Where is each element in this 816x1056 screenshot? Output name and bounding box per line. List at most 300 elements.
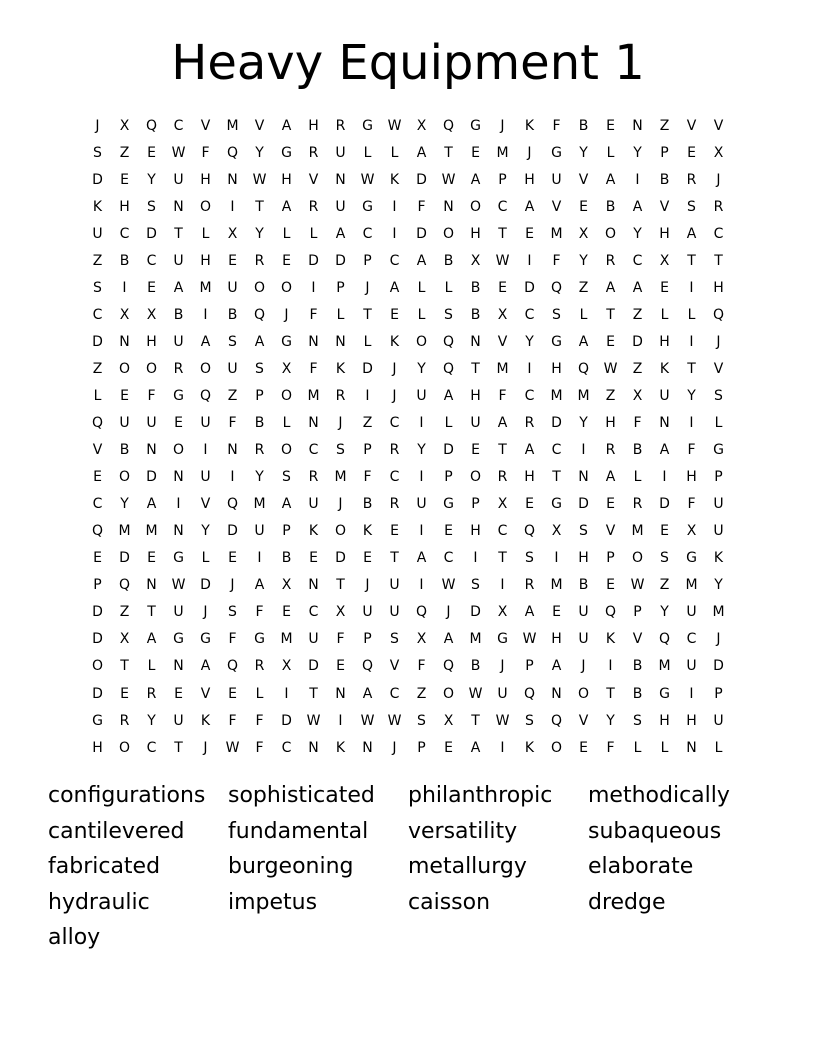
grid-letter: L bbox=[444, 279, 453, 296]
grid-letter: S bbox=[471, 577, 480, 594]
grid-letter: A bbox=[632, 198, 643, 215]
grid-letter: M bbox=[307, 387, 320, 404]
grid-letter: K bbox=[659, 360, 670, 377]
grid-letter: T bbox=[687, 360, 696, 377]
grid-letter: V bbox=[713, 360, 724, 377]
grid-letter: V bbox=[686, 117, 697, 134]
grid-letter: A bbox=[524, 198, 535, 215]
grid-letter: I bbox=[230, 198, 235, 215]
grid-letter: G bbox=[92, 712, 103, 729]
grid-letter: X bbox=[578, 225, 589, 242]
grid-letter: O bbox=[442, 225, 455, 242]
grid-letter: I bbox=[365, 387, 370, 404]
grid-letter: U bbox=[173, 712, 184, 729]
grid-row bbox=[84, 166, 732, 193]
grid-letter: O bbox=[334, 523, 347, 540]
grid-letter: E bbox=[120, 387, 129, 404]
grid-letter: D bbox=[308, 252, 319, 269]
grid-letter: T bbox=[498, 550, 507, 567]
grid-letter: F bbox=[552, 252, 561, 269]
grid-letter: J bbox=[500, 658, 505, 675]
grid-letter: M bbox=[685, 577, 698, 594]
grid-letter: O bbox=[118, 469, 131, 486]
grid-letter: I bbox=[230, 469, 235, 486]
grid-letter: W bbox=[171, 577, 186, 594]
grid-letter: F bbox=[336, 631, 345, 648]
grid-letter: H bbox=[551, 360, 562, 377]
grid-letter: L bbox=[579, 306, 588, 323]
grid-letter: A bbox=[254, 333, 265, 350]
grid-row bbox=[84, 193, 732, 220]
grid-letter: S bbox=[660, 550, 669, 567]
grid-letter: G bbox=[497, 631, 508, 648]
grid-row bbox=[84, 355, 732, 382]
grid-letter: L bbox=[417, 279, 426, 296]
grid-letter: E bbox=[120, 685, 129, 702]
grid-letter: E bbox=[660, 279, 669, 296]
grid-letter: F bbox=[255, 604, 264, 621]
grid-letter: F bbox=[687, 496, 696, 513]
grid-letter: E bbox=[336, 658, 345, 675]
grid-letter: B bbox=[470, 658, 481, 675]
grid-letter: S bbox=[633, 712, 642, 729]
grid-letter: L bbox=[687, 306, 696, 323]
grid-letter: S bbox=[228, 604, 237, 621]
grid-letter: D bbox=[578, 496, 589, 513]
grid-letter: X bbox=[281, 360, 292, 377]
grid-letter: E bbox=[498, 279, 507, 296]
grid-row bbox=[84, 220, 732, 247]
grid-letter: O bbox=[280, 442, 293, 459]
grid-letter: U bbox=[227, 279, 238, 296]
grid-letter: F bbox=[228, 712, 237, 729]
word-list-item: fundamental bbox=[228, 818, 369, 844]
grid-letter: N bbox=[443, 198, 454, 215]
grid-letter: K bbox=[524, 739, 535, 756]
grid-letter: C bbox=[443, 550, 454, 567]
grid-letter: C bbox=[524, 306, 535, 323]
word-list-item: fabricated bbox=[48, 854, 161, 879]
grid-letter: Q bbox=[91, 415, 104, 432]
grid-letter: N bbox=[173, 658, 184, 675]
grid-letter: Z bbox=[92, 360, 103, 377]
grid-letter: E bbox=[147, 144, 156, 161]
grid-letter: B bbox=[605, 198, 616, 215]
grid-letter: W bbox=[225, 739, 240, 756]
grid-letter: E bbox=[390, 523, 399, 540]
grid-letter: A bbox=[470, 171, 481, 188]
grid-letter: V bbox=[200, 685, 211, 702]
grid-letter: U bbox=[200, 415, 211, 432]
grid-letter: Y bbox=[120, 496, 129, 513]
grid-letter: A bbox=[200, 658, 211, 675]
grid-letter: B bbox=[632, 442, 643, 459]
grid-letter: I bbox=[689, 279, 694, 296]
grid-letter: Q bbox=[199, 387, 212, 404]
grid-letter: J bbox=[500, 117, 505, 134]
grid-letter: W bbox=[171, 144, 186, 161]
word-search-grid bbox=[84, 112, 732, 761]
grid-letter: L bbox=[363, 333, 372, 350]
grid-letter: R bbox=[254, 252, 265, 269]
grid-letter: P bbox=[363, 252, 372, 269]
grid-letter: H bbox=[524, 469, 535, 486]
grid-letter: N bbox=[362, 739, 373, 756]
grid-letter: O bbox=[145, 360, 158, 377]
word-list-item: burgeoning bbox=[228, 854, 354, 879]
grid-letter: U bbox=[470, 415, 481, 432]
grid-letter: Z bbox=[119, 144, 130, 161]
grid-letter: Q bbox=[577, 360, 590, 377]
grid-letter: Z bbox=[632, 360, 643, 377]
grid-letter: T bbox=[309, 685, 318, 702]
grid-letter: A bbox=[551, 658, 562, 675]
grid-letter: X bbox=[632, 387, 643, 404]
grid-letter: D bbox=[416, 225, 427, 242]
grid-letter: E bbox=[552, 604, 561, 621]
grid-letter: A bbox=[686, 225, 697, 242]
grid-letter: Q bbox=[712, 306, 725, 323]
grid-letter: X bbox=[281, 577, 292, 594]
grid-letter: A bbox=[281, 117, 292, 134]
grid-letter: G bbox=[281, 144, 292, 161]
grid-letter: J bbox=[446, 604, 451, 621]
grid-letter: I bbox=[635, 171, 640, 188]
grid-letter: N bbox=[335, 685, 346, 702]
grid-letter: N bbox=[335, 333, 346, 350]
grid-letter: M bbox=[577, 387, 590, 404]
grid-letter: J bbox=[527, 144, 532, 161]
grid-letter: I bbox=[338, 712, 343, 729]
grid-letter: W bbox=[360, 171, 375, 188]
grid-letter: X bbox=[551, 523, 562, 540]
grid-letter: R bbox=[173, 360, 184, 377]
grid-letter: H bbox=[281, 171, 292, 188]
grid-letter: F bbox=[309, 306, 318, 323]
grid-letter: M bbox=[550, 225, 563, 242]
grid-letter: Z bbox=[578, 279, 589, 296]
grid-letter: T bbox=[606, 685, 615, 702]
grid-letter: S bbox=[525, 550, 534, 567]
grid-letter: I bbox=[689, 685, 694, 702]
grid-letter: W bbox=[387, 117, 402, 134]
grid-letter: P bbox=[633, 604, 642, 621]
grid-letter: G bbox=[686, 550, 697, 567]
grid-letter: U bbox=[335, 144, 346, 161]
grid-row bbox=[84, 247, 732, 274]
grid-row bbox=[84, 464, 732, 491]
grid-letter: L bbox=[147, 658, 156, 675]
grid-letter: S bbox=[228, 333, 237, 350]
grid-letter: D bbox=[713, 658, 724, 675]
grid-letter: P bbox=[714, 685, 723, 702]
grid-letter: R bbox=[686, 171, 697, 188]
grid-letter: A bbox=[605, 279, 616, 296]
grid-letter: X bbox=[146, 306, 157, 323]
grid-letter: L bbox=[93, 387, 102, 404]
grid-row bbox=[84, 680, 732, 707]
grid-letter: E bbox=[309, 550, 318, 567]
grid-letter: G bbox=[470, 117, 481, 134]
grid-letter: P bbox=[444, 469, 453, 486]
grid-letter: I bbox=[581, 442, 586, 459]
grid-letter: I bbox=[689, 415, 694, 432]
grid-letter: V bbox=[551, 198, 562, 215]
grid-letter: G bbox=[713, 442, 724, 459]
grid-letter: M bbox=[550, 577, 563, 594]
grid-letter: O bbox=[172, 442, 185, 459]
grid-letter: C bbox=[92, 306, 103, 323]
grid-letter: E bbox=[363, 550, 372, 567]
grid-letter: H bbox=[524, 171, 535, 188]
grid-letter: Y bbox=[147, 171, 156, 188]
grid-letter: H bbox=[578, 550, 589, 567]
grid-letter: L bbox=[309, 225, 318, 242]
word-list-item: configurations bbox=[48, 783, 206, 808]
grid-letter: J bbox=[284, 306, 289, 323]
grid-letter: T bbox=[174, 739, 183, 756]
grid-letter: U bbox=[389, 577, 400, 594]
grid-letter: L bbox=[201, 225, 210, 242]
grid-letter: S bbox=[552, 306, 561, 323]
grid-letter: A bbox=[632, 279, 643, 296]
grid-letter: N bbox=[659, 415, 670, 432]
grid-row bbox=[84, 626, 732, 653]
grid-letter: G bbox=[362, 198, 373, 215]
grid-letter: O bbox=[469, 469, 482, 486]
grid-letter: P bbox=[363, 631, 372, 648]
grid-letter: A bbox=[281, 496, 292, 513]
grid-letter: I bbox=[419, 577, 424, 594]
grid-letter: U bbox=[146, 415, 157, 432]
grid-letter: D bbox=[659, 496, 670, 513]
grid-letter: B bbox=[119, 442, 130, 459]
grid-letter: H bbox=[200, 252, 211, 269]
grid-letter: V bbox=[605, 523, 616, 540]
grid-letter: N bbox=[146, 442, 157, 459]
grid-letter: H bbox=[713, 279, 724, 296]
grid-letter: O bbox=[469, 198, 482, 215]
grid-letter: L bbox=[660, 306, 669, 323]
grid-letter: X bbox=[119, 631, 130, 648]
grid-letter: G bbox=[173, 550, 184, 567]
grid-letter: F bbox=[498, 387, 507, 404]
grid-letter: L bbox=[363, 144, 372, 161]
grid-letter: C bbox=[146, 739, 157, 756]
grid-letter: U bbox=[308, 496, 319, 513]
grid-letter: L bbox=[282, 415, 291, 432]
grid-letter: E bbox=[579, 198, 588, 215]
grid-letter: S bbox=[579, 523, 588, 540]
grid-letter: A bbox=[281, 198, 292, 215]
grid-letter: E bbox=[660, 523, 669, 540]
grid-letter: T bbox=[363, 306, 372, 323]
grid-letter: P bbox=[417, 739, 426, 756]
grid-letter: O bbox=[118, 739, 131, 756]
word-list-item: philanthropic bbox=[408, 783, 553, 808]
grid-letter: M bbox=[199, 279, 212, 296]
grid-letter: I bbox=[527, 360, 532, 377]
grid-row bbox=[84, 518, 732, 545]
grid-row bbox=[84, 274, 732, 301]
grid-letter: R bbox=[254, 442, 265, 459]
grid-letter: E bbox=[579, 739, 588, 756]
grid-letter: J bbox=[365, 577, 370, 594]
grid-letter: L bbox=[390, 144, 399, 161]
grid-letter: C bbox=[362, 225, 373, 242]
grid-letter: Y bbox=[633, 144, 642, 161]
grid-letter: N bbox=[308, 333, 319, 350]
grid-letter: B bbox=[173, 306, 184, 323]
grid-row bbox=[84, 545, 732, 572]
grid-letter: A bbox=[443, 387, 454, 404]
grid-letter: F bbox=[552, 117, 561, 134]
grid-letter: C bbox=[308, 442, 319, 459]
grid-letter: D bbox=[119, 550, 130, 567]
grid-letter: T bbox=[120, 658, 129, 675]
grid-letter: V bbox=[308, 171, 319, 188]
grid-letter: E bbox=[471, 442, 480, 459]
grid-letter: Q bbox=[523, 685, 536, 702]
grid-letter: L bbox=[282, 225, 291, 242]
grid-letter: H bbox=[659, 333, 670, 350]
grid-letter: L bbox=[660, 739, 669, 756]
grid-letter: F bbox=[417, 658, 426, 675]
grid-letter: V bbox=[632, 631, 643, 648]
grid-letter: V bbox=[578, 171, 589, 188]
grid-letter: O bbox=[199, 360, 212, 377]
grid-letter: P bbox=[336, 279, 345, 296]
grid-letter: Q bbox=[145, 117, 158, 134]
grid-letter: R bbox=[254, 658, 265, 675]
grid-letter: I bbox=[689, 333, 694, 350]
grid-letter: A bbox=[470, 739, 481, 756]
grid-letter: Y bbox=[255, 225, 264, 242]
grid-letter: U bbox=[416, 387, 427, 404]
grid-letter: D bbox=[227, 523, 238, 540]
word-list-item: cantilevered bbox=[48, 818, 185, 844]
grid-letter: I bbox=[500, 577, 505, 594]
grid-letter: O bbox=[118, 360, 131, 377]
grid-letter: P bbox=[525, 658, 534, 675]
grid-letter: R bbox=[119, 712, 130, 729]
grid-letter: N bbox=[308, 415, 319, 432]
grid-letter: R bbox=[389, 496, 400, 513]
grid-letter: A bbox=[335, 225, 346, 242]
grid-letter: J bbox=[716, 631, 721, 648]
grid-letter: E bbox=[606, 577, 615, 594]
grid-letter: Z bbox=[92, 252, 103, 269]
grid-letter: Z bbox=[605, 387, 616, 404]
grid-letter: S bbox=[147, 198, 156, 215]
grid-letter: H bbox=[470, 225, 481, 242]
grid-letter: K bbox=[335, 360, 346, 377]
grid-letter: K bbox=[308, 523, 319, 540]
grid-letter: R bbox=[335, 117, 346, 134]
grid-letter: U bbox=[173, 604, 184, 621]
grid-letter: U bbox=[173, 252, 184, 269]
grid-letter: F bbox=[633, 415, 642, 432]
grid-letter: A bbox=[524, 442, 535, 459]
grid-letter: A bbox=[416, 550, 427, 567]
grid-letter: N bbox=[227, 171, 238, 188]
word-list-item: elaborate bbox=[588, 854, 694, 879]
grid-letter: U bbox=[92, 225, 103, 242]
grid-letter: A bbox=[146, 496, 157, 513]
grid-letter: X bbox=[713, 144, 724, 161]
grid-letter: U bbox=[551, 171, 562, 188]
grid-letter: D bbox=[443, 442, 454, 459]
grid-letter: W bbox=[360, 712, 375, 729]
grid-row bbox=[84, 653, 732, 680]
grid-letter: Y bbox=[417, 360, 426, 377]
grid-letter: I bbox=[311, 279, 316, 296]
grid-letter: C bbox=[308, 604, 319, 621]
grid-letter: Q bbox=[226, 496, 239, 513]
grid-letter: R bbox=[308, 198, 319, 215]
grid-letter: V bbox=[578, 712, 589, 729]
grid-letter: D bbox=[146, 469, 157, 486]
grid-letter: P bbox=[255, 387, 264, 404]
grid-letter: C bbox=[551, 442, 562, 459]
grid-row bbox=[84, 382, 732, 409]
grid-letter: E bbox=[606, 496, 615, 513]
grid-letter: K bbox=[389, 171, 400, 188]
grid-letter: W bbox=[630, 577, 645, 594]
word-list-item: subaqueous bbox=[588, 818, 722, 844]
grid-letter: I bbox=[392, 198, 397, 215]
grid-letter: J bbox=[392, 739, 397, 756]
grid-letter: O bbox=[442, 685, 455, 702]
word-list-item: alloy bbox=[48, 925, 101, 950]
grid-letter: I bbox=[122, 279, 127, 296]
grid-letter: P bbox=[660, 144, 669, 161]
grid-letter: X bbox=[497, 306, 508, 323]
grid-letter: C bbox=[632, 252, 643, 269]
grid-letter: T bbox=[714, 252, 723, 269]
grid-letter: G bbox=[551, 496, 562, 513]
grid-letter: Y bbox=[606, 712, 615, 729]
grid-letter: J bbox=[203, 604, 208, 621]
grid-letter: D bbox=[92, 631, 103, 648]
grid-letter: U bbox=[578, 604, 589, 621]
grid-letter: G bbox=[281, 333, 292, 350]
grid-letter: E bbox=[147, 279, 156, 296]
grid-letter: J bbox=[338, 415, 343, 432]
grid-letter: Y bbox=[201, 523, 210, 540]
grid-letter: Z bbox=[659, 577, 670, 594]
grid-letter: O bbox=[577, 685, 590, 702]
grid-letter: A bbox=[389, 279, 400, 296]
grid-letter: B bbox=[578, 117, 589, 134]
grid-letter: P bbox=[498, 171, 507, 188]
grid-letter: Z bbox=[362, 415, 373, 432]
word-list-item: hydraulic bbox=[48, 889, 150, 915]
grid-letter: F bbox=[228, 415, 237, 432]
grid-letter: V bbox=[659, 198, 670, 215]
grid-letter: M bbox=[118, 523, 131, 540]
grid-letter: U bbox=[416, 496, 427, 513]
grid-letter: D bbox=[632, 333, 643, 350]
grid-row bbox=[84, 734, 732, 761]
grid-letter: I bbox=[284, 685, 289, 702]
grid-letter: Q bbox=[226, 658, 239, 675]
grid-letter: C bbox=[497, 523, 508, 540]
grid-letter: B bbox=[632, 658, 643, 675]
grid-letter: L bbox=[633, 739, 642, 756]
grid-letter: H bbox=[119, 198, 130, 215]
grid-letter: R bbox=[146, 685, 157, 702]
